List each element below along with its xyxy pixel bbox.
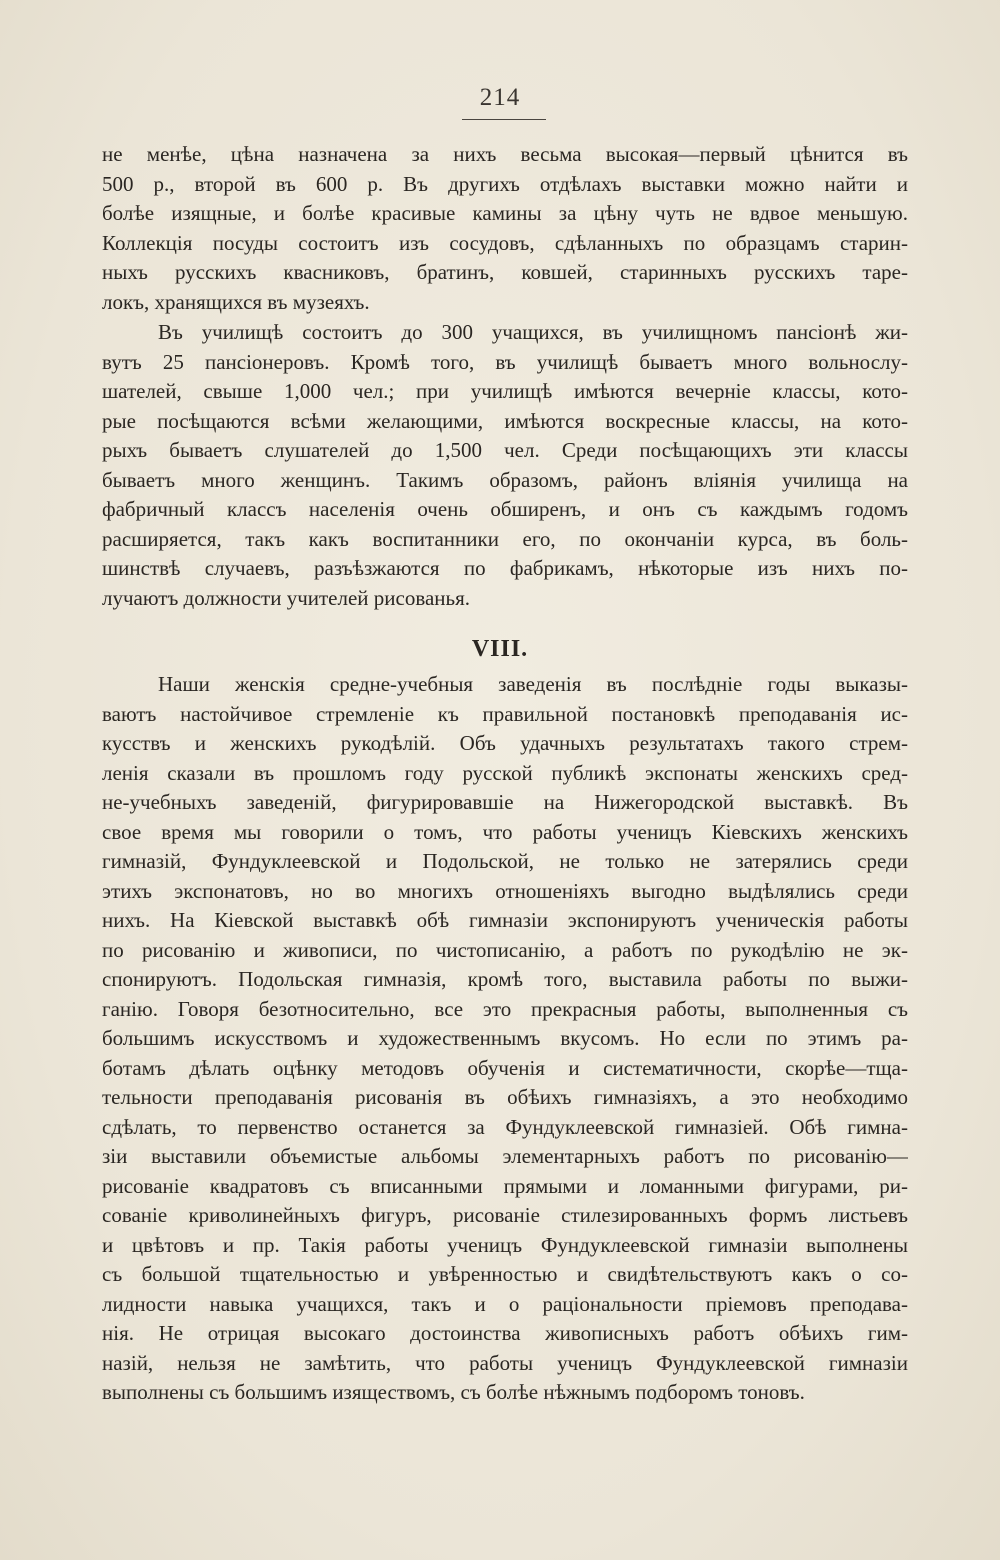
- section-heading: VIII.: [471, 636, 529, 662]
- paragraph-2: [102, 318, 908, 613]
- paragraph-3: [102, 670, 908, 1408]
- text-line: фабричный классъ населенія очень обширенъ, и онъ съ каждымъ годомъ: [102, 497, 908, 521]
- text-line: шателей, свыше 1,000 чел.; при училищѣ имѣются вечерніе классы, кото-: [102, 379, 908, 403]
- text-line: свое время мы говорили о томъ, что работы ученицъ Кіевскихъ женскихъ: [102, 819, 908, 844]
- page-number-rule: [462, 119, 546, 120]
- text-line: расширяется, такъ какъ воспитанники его, по окончаніи курса, въ боль-: [102, 526, 908, 551]
- text-line: рисованіе квадратовъ съ вписанными прямыми и ломанными фигурами, ри-: [102, 1173, 908, 1198]
- text-line: тельности преподаванія рисованія въ обѣихъ гимназіяхъ, а это необходимо: [102, 1085, 908, 1109]
- text-line: и цвѣтовъ и пр. Такія работы ученицъ Фундуклеевской гимназіи выполнены: [102, 1232, 908, 1257]
- text-line: рыхъ бываетъ слушателей до 1,500 чел. Среди посѣщающихъ эти классы: [102, 438, 908, 462]
- text-line: 500 р., второй въ 600 р. Въ другихъ отдѣлахъ выставки можно найти и: [102, 171, 908, 196]
- text-line: большимъ искусствомъ и художественнымъ вкусомъ. Но если по этимъ ра-: [102, 1026, 908, 1050]
- text-line: ленія сказали въ прошломъ году русской публикѣ экспонаты женскихъ сред-: [102, 760, 908, 785]
- text-line: этихъ экспонатовъ, но во многихъ отношеніяхъ выгодно выдѣлялись среди: [102, 878, 908, 903]
- text-line: ваютъ настойчивое стремленіе къ правильной постановкѣ преподаванія ис-: [102, 701, 908, 726]
- text-line: по рисованію и живописи, по чистописанію, а работъ по рукодѣлію не эк-: [102, 937, 908, 962]
- text-line: сованіе криволинейныхъ фигуръ, рисованіе стилезированныхъ формъ листьевъ: [102, 1203, 908, 1227]
- text-line: Коллекція посуды состоитъ изъ сосудовъ, сдѣланныхъ по образцамъ старин-: [102, 230, 908, 255]
- text-line: зіи выставили объемистые альбомы элементарныхъ работъ по рисованію—: [102, 1144, 908, 1168]
- text-line: гимназій, Фундуклеевской и Подольской, не только не затерялись среди: [102, 849, 908, 873]
- text-line: вутъ 25 пансіонеровъ. Кромѣ того, въ училищѣ бываетъ много вольнослу-: [102, 349, 908, 374]
- text-line: съ большой тщательностью и увѣренностью и свидѣтельствуютъ какъ о со-: [102, 1262, 908, 1286]
- text-line: сдѣлать, то первенство останется за Фундуклеевской гимназіей. Обѣ гимна-: [102, 1114, 908, 1139]
- text-line: Въ училищѣ состоитъ до 300 учащихся, въ училищномъ пансіонѣ жи-: [158, 320, 908, 344]
- page-number: 214: [479, 84, 521, 111]
- text-line: локъ, хранящихся въ музеяхъ.: [102, 289, 370, 314]
- text-line: шинствѣ случаевъ, разъѣзжаются по фабрикамъ, нѣкоторые изъ нихъ по-: [102, 556, 908, 580]
- text-line: ганію. Говоря безотносительно, все это прекрасныя работы, выполненныя съ: [102, 996, 908, 1021]
- text-line: не менѣе, цѣна назначена за нихъ весьма высокая—первый цѣнится въ: [102, 142, 908, 166]
- text-line: кусствъ и женскихъ рукодѣлій. Объ удачныхъ результатахъ такого стрем-: [102, 731, 908, 755]
- text-line: не-учебныхъ заведеній, фигурировавшіе на Нижегородской выставкѣ. Въ: [102, 790, 908, 814]
- text-line: нихъ. На Кіевской выставкѣ обѣ гимназіи экспонируютъ ученическія работы: [102, 908, 908, 932]
- text-line: выполнены съ большимъ изяществомъ, съ болѣе нѣжнымъ подборомъ тоновъ.: [102, 1380, 805, 1404]
- text-line: бываетъ много женщинъ. Такимъ образомъ, районъ вліянія училища на: [102, 467, 908, 492]
- text-line: рые посѣщаются всѣми желающими, имѣются воскресные классы, на кото-: [102, 408, 908, 433]
- text-line: назій, нельзя не замѣтить, что работы ученицъ Фундуклеевской гимназіи: [102, 1350, 908, 1375]
- text-line: лучаютъ должности учителей рисованья.: [102, 585, 471, 610]
- text-line: болѣе изящные, и болѣе красивые камины за цѣну чуть не вдвое меньшую.: [102, 201, 908, 225]
- text-line: нія. Не отрицая высокаго достоинства живописныхъ работъ обѣихъ гим-: [102, 1321, 908, 1345]
- text-line: спонируютъ. Подольская гимназія, кромѣ того, выставила работы по выжи-: [102, 967, 908, 991]
- text-line: Наши женскія средне-учебныя заведенія въ послѣдніе годы выказы-: [158, 672, 908, 696]
- text-line: ботамъ дѣлать оцѣнку методовъ обученія и систематичности, скорѣе—тща-: [102, 1055, 908, 1080]
- paragraph-1: [102, 140, 908, 317]
- text-line: ныхъ русскихъ квасниковъ, братинъ, ковшей, старинныхъ русскихъ таре-: [102, 260, 908, 284]
- text-line: лидности навыка учащихся, такъ и о раціональности пріемовъ преподава-: [102, 1291, 908, 1316]
